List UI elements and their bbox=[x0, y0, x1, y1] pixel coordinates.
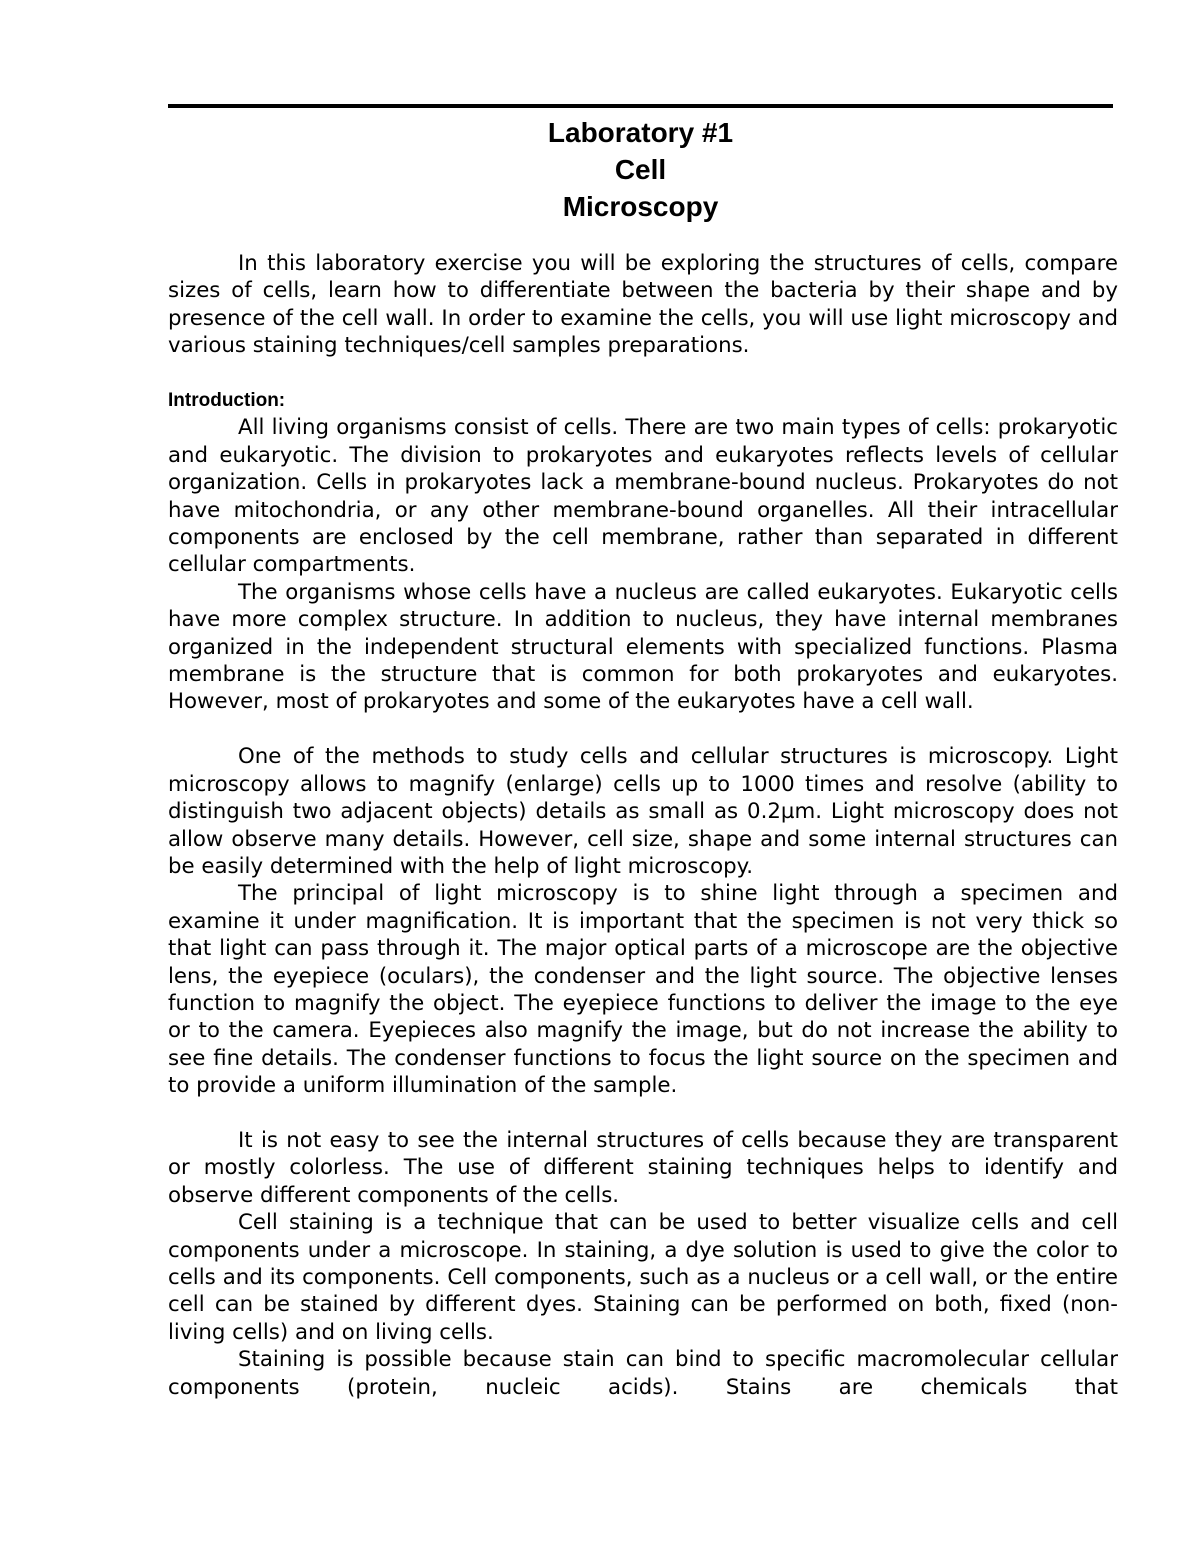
introduction-heading: Introduction: bbox=[168, 390, 286, 412]
microscopy-paragraph: The principal of light microscopy is to shine light through a specimen and examine it under magnification. It is important that the specimen is not very thick so that light can pass through it. The major optical parts of a microscope are the objective lens, the eyepiece (oculars), the condenser and the light source. The objective lenses function to magnify the object. The eyepiece functions to deliver the image to the eye or to the camera. Eyepieces also magnify the image, but do not increase the ability to see fine details. The condenser functions to focus the light source on the specimen and to provide a uniform illumination of the sample. bbox=[168, 881, 1118, 1099]
header-rule bbox=[168, 104, 1113, 108]
staining-paragraph: Cell staining is a technique that can be used to better visualize cells and cell components under a microscope. In staining, a dye solution is used to give the color to cells and its components. Cell components, such as a nucleus or a cell wall, or the entire cell can be stained by different dyes. Staining can be performed on both, fixed (non-living cells) and on living cells. bbox=[168, 1210, 1118, 1345]
title-line-cell: Cell bbox=[614, 154, 667, 185]
microscopy-paragraph: One of the methods to study cells and cellular structures is microscopy. Light microscopy allows to magnify (enlarge) cells up to 1000 times and resolve (ability to distinguish two adjacent objects) details as small as 0.2µm. Light microscopy does not allow observe many details. However, cell size, shape and some internal structures can be easily determined with the help of light microscopy. bbox=[168, 744, 1118, 879]
staining-paragraph: It is not easy to see the internal structures of cells because they are transparent or mostly colorless. The use of different staining techniques helps to identify and observe different components of the cells. bbox=[168, 1127, 1118, 1208]
title-line-microscopy: Microscopy bbox=[562, 191, 719, 222]
introduction-paragraph: The organisms whose cells have a nucleus are called eukaryotes. Eukaryotic cells have more complex structure. In addition to nucleus, they have internal membranes organized in the independent structural elements with specialized functions. Plasma membrane is the structure that is common for both prokaryotes and eukaryotes. However, most of prokaryotes and some of the eukaryotes have a cell wall. bbox=[168, 579, 1118, 715]
document-page bbox=[168, 0, 1118, 1553]
intro-paragraph: In this laboratory exercise you will be exploring the structures of cells, compare sizes of cells, learn how to differentiate between the bacteria by their shape and by presence of the cell wall. In order to examine the cells, you will use light microscopy and various staining techniques/cell samples preparations. bbox=[168, 251, 1118, 359]
document-body bbox=[168, 250, 1118, 1401]
introduction-paragraph: All living organisms consist of cells. There are two main types of cells: prokaryotic and eukaryotic. The division to prokaryotes and eukaryotes reflects levels of cellular organization. Cells in prokaryotes lack a membrane-bound nucleus. Prokaryotes do not have mitochondria, or any other membrane-bound organelles. All their intracellular components are enclosed by the cell membrane, rather than separated in different cellular compartments. bbox=[168, 415, 1118, 578]
document-title bbox=[168, 114, 1113, 225]
staining-paragraph: Staining is possible because stain can bind to specific macromolecular cellular components (protein, nucleic acids). Stains are chemicals that bbox=[168, 1347, 1118, 1400]
title-line-laboratory: Laboratory #1 bbox=[547, 117, 734, 148]
